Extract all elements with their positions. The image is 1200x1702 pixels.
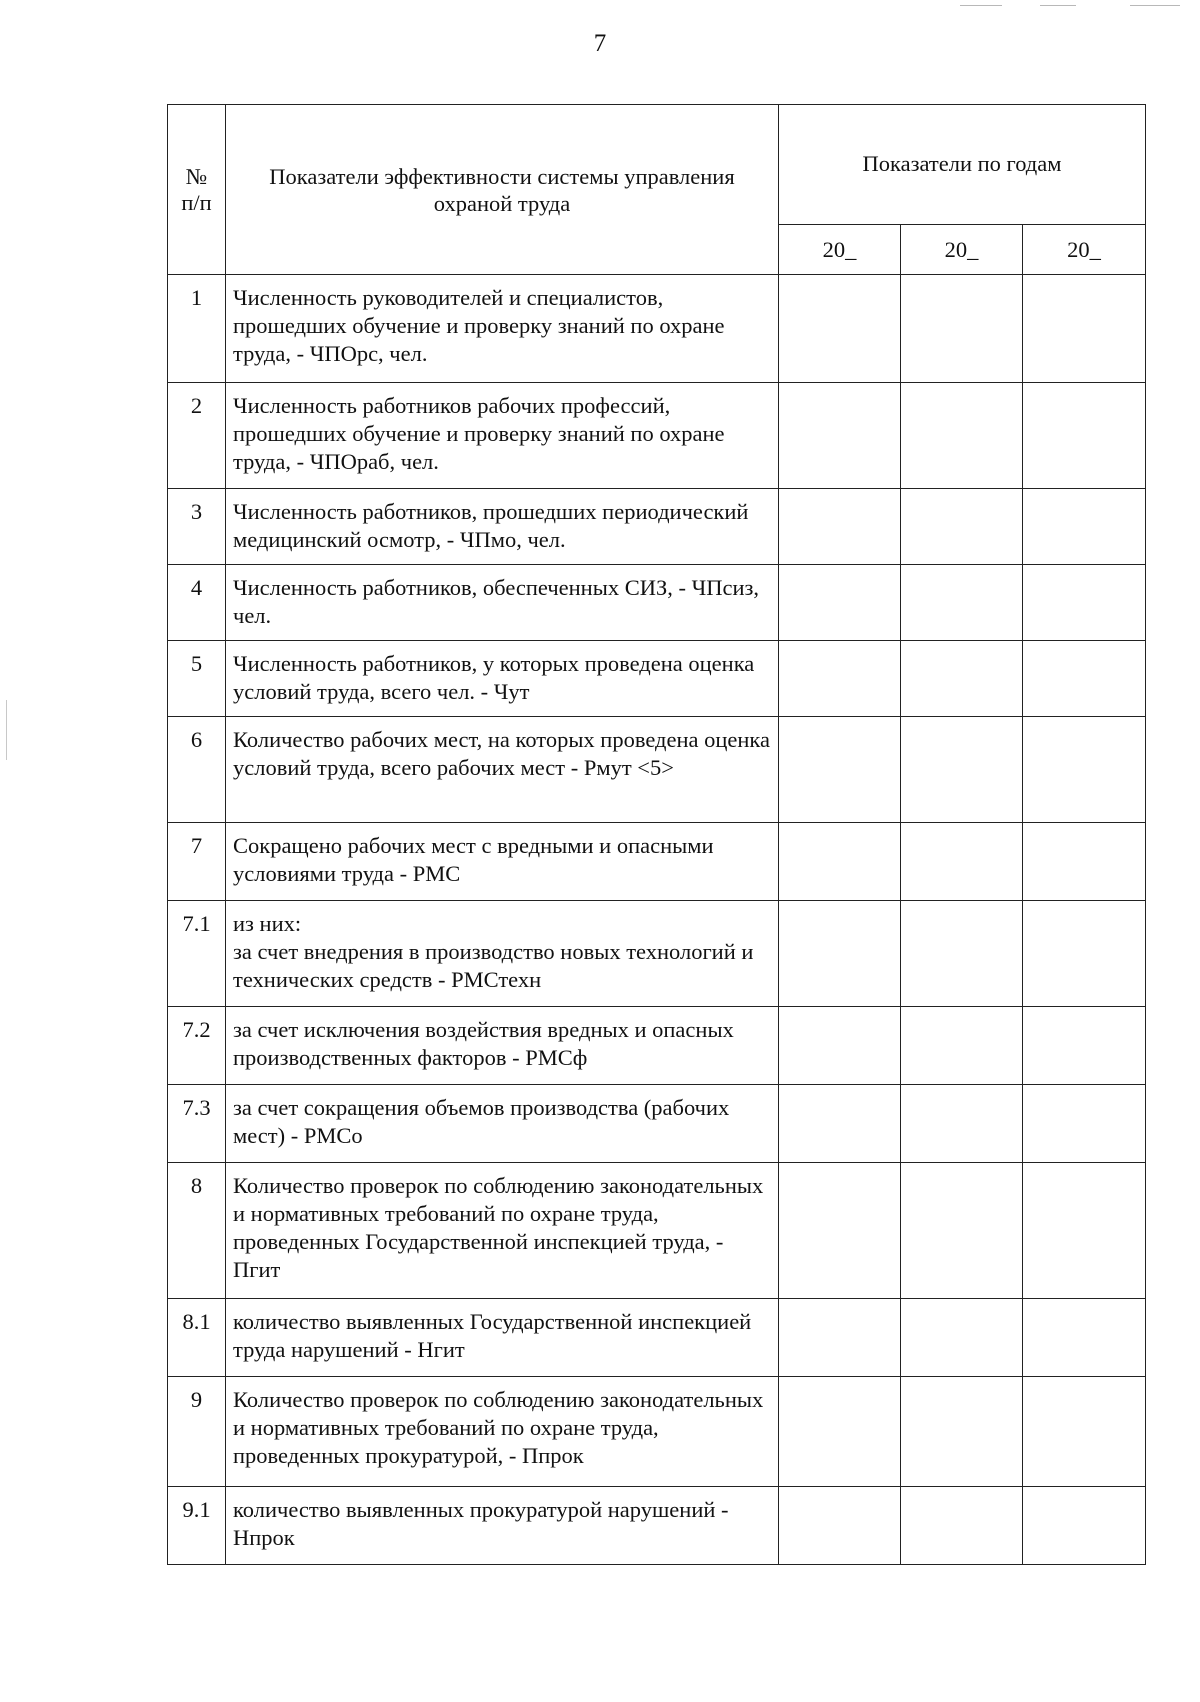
row-number: 7.1 (168, 901, 226, 1007)
header-year-1: 20_ (779, 225, 901, 275)
year-value-cell (1023, 1163, 1146, 1299)
header-number (168, 105, 226, 275)
year-value-cell (901, 717, 1023, 823)
year-value-cell (779, 275, 901, 383)
year-value-cell (779, 1299, 901, 1377)
table-header (168, 105, 1146, 275)
row-number: 1 (168, 275, 226, 383)
year-value-cell (1023, 901, 1146, 1007)
header-year-3: 20_ (1023, 225, 1146, 275)
table-row (168, 1007, 1146, 1085)
row-indicator-text: Численность работников рабочих профессий, прошедших обучение и проверку знаний по охране труда, - ЧПОраб, чел. (226, 383, 779, 489)
year-value-cell (901, 1299, 1023, 1377)
row-number: 2 (168, 383, 226, 489)
header-years-label: Показатели по годам (862, 151, 1062, 176)
year-value-cell (901, 823, 1023, 901)
table-row (168, 1085, 1146, 1163)
table-row (168, 1487, 1146, 1565)
year-value-cell (779, 489, 901, 565)
row-indicator-text: Количество проверок по соблюдению законодательных и нормативных требований по охране труда, проведенных Государственной инспекцией труда, - Пгит (226, 1163, 779, 1299)
year-value-cell (1023, 1377, 1146, 1487)
year-value-cell (779, 823, 901, 901)
year-value-cell (901, 1377, 1023, 1487)
year-value-cell (779, 901, 901, 1007)
year-value-cell (901, 383, 1023, 489)
year-value-cell (1023, 717, 1146, 823)
year-value-cell (901, 1487, 1023, 1565)
table-row (168, 1163, 1146, 1299)
year-value-cell (779, 717, 901, 823)
year-value-cell (1023, 1487, 1146, 1565)
row-number: 7 (168, 823, 226, 901)
year-value-cell (1023, 275, 1146, 383)
year-value-cell (1023, 1085, 1146, 1163)
table-body (168, 275, 1146, 1565)
scan-mark (1040, 5, 1076, 6)
row-indicator-text: Численность работников, обеспеченных СИЗ, - ЧПсиз, чел. (226, 565, 779, 641)
scan-mark (960, 5, 1002, 6)
year-value-cell (901, 901, 1023, 1007)
year-value-cell (1023, 565, 1146, 641)
year-value-cell (1023, 823, 1146, 901)
table-row (168, 1299, 1146, 1377)
row-indicator-text: за счет сокращения объемов производства (рабочих мест) - РМСо (226, 1085, 779, 1163)
table-row (168, 641, 1146, 717)
row-number: 8.1 (168, 1299, 226, 1377)
table-row (168, 823, 1146, 901)
row-indicator-text: Количество рабочих мест, на которых проведена оценка условий труда, всего рабочих мест - Рмут <5> (226, 717, 779, 823)
row-indicator-text: количество выявленных прокуратурой нарушений - Нпрок (226, 1487, 779, 1565)
year-value-cell (1023, 489, 1146, 565)
row-indicator-text: из них: за счет внедрения в производство новых технологий и технических средств - РМСтехн (226, 901, 779, 1007)
scan-mark (1130, 5, 1180, 6)
table-row (168, 565, 1146, 641)
year-value-cell (1023, 1007, 1146, 1085)
row-indicator-text: Численность работников, прошедших периодический медицинский осмотр, - ЧПмо, чел. (226, 489, 779, 565)
year-value-cell (1023, 1299, 1146, 1377)
year-value-cell (779, 1085, 901, 1163)
table-row (168, 901, 1146, 1007)
table-row (168, 383, 1146, 489)
year-value-cell (901, 1007, 1023, 1085)
row-number: 9.1 (168, 1487, 226, 1565)
table-row (168, 489, 1146, 565)
header-year-2: 20_ (901, 225, 1023, 275)
row-number: 8 (168, 1163, 226, 1299)
row-number: 4 (168, 565, 226, 641)
row-indicator-text: за счет исключения воздействия вредных и опасных производственных факторов - РМСф (226, 1007, 779, 1085)
year-value-cell (901, 1163, 1023, 1299)
year-value-cell (1023, 641, 1146, 717)
table-row (168, 1377, 1146, 1487)
scan-mark (6, 700, 7, 760)
year-value-cell (901, 565, 1023, 641)
indicators-table (167, 104, 1146, 1565)
row-number: 9 (168, 1377, 226, 1487)
year-value-cell (901, 1085, 1023, 1163)
year-value-cell (779, 1007, 901, 1085)
year-value-cell (779, 1163, 901, 1299)
year-value-cell (779, 383, 901, 489)
row-indicator-text: Численность руководителей и специалистов, прошедших обучение и проверку знаний по охране труда, - ЧПОрс, чел. (226, 275, 779, 383)
row-number: 7.3 (168, 1085, 226, 1163)
row-indicator-text: Сокращено рабочих мест с вредными и опасными условиями труда - РМС (226, 823, 779, 901)
year-value-cell (901, 275, 1023, 383)
row-indicator-text: количество выявленных Государственной инспекцией труда нарушений - Нгит (226, 1299, 779, 1377)
header-indicator (226, 105, 779, 275)
row-number: 3 (168, 489, 226, 565)
row-indicator-text: Численность работников, у которых проведена оценка условий труда, всего чел. - Чут (226, 641, 779, 717)
header-number-label: № п/п (181, 163, 212, 215)
header-indicator-label: Показатели эффективности системы управления охраной труда (269, 163, 735, 216)
year-value-cell (901, 489, 1023, 565)
row-number: 6 (168, 717, 226, 823)
year-value-cell (779, 1377, 901, 1487)
row-number: 7.2 (168, 1007, 226, 1085)
year-value-cell (779, 565, 901, 641)
year-value-cell (779, 1487, 901, 1565)
row-indicator-text: Количество проверок по соблюдению законодательных и нормативных требований по охране труда, проведенных прокуратурой, - Ппрок (226, 1377, 779, 1487)
table-row (168, 275, 1146, 383)
year-value-cell (1023, 383, 1146, 489)
header-years (779, 105, 1146, 225)
page-number: 7 (593, 30, 607, 57)
year-value-cell (779, 641, 901, 717)
table-row (168, 717, 1146, 823)
row-number: 5 (168, 641, 226, 717)
year-value-cell (901, 641, 1023, 717)
